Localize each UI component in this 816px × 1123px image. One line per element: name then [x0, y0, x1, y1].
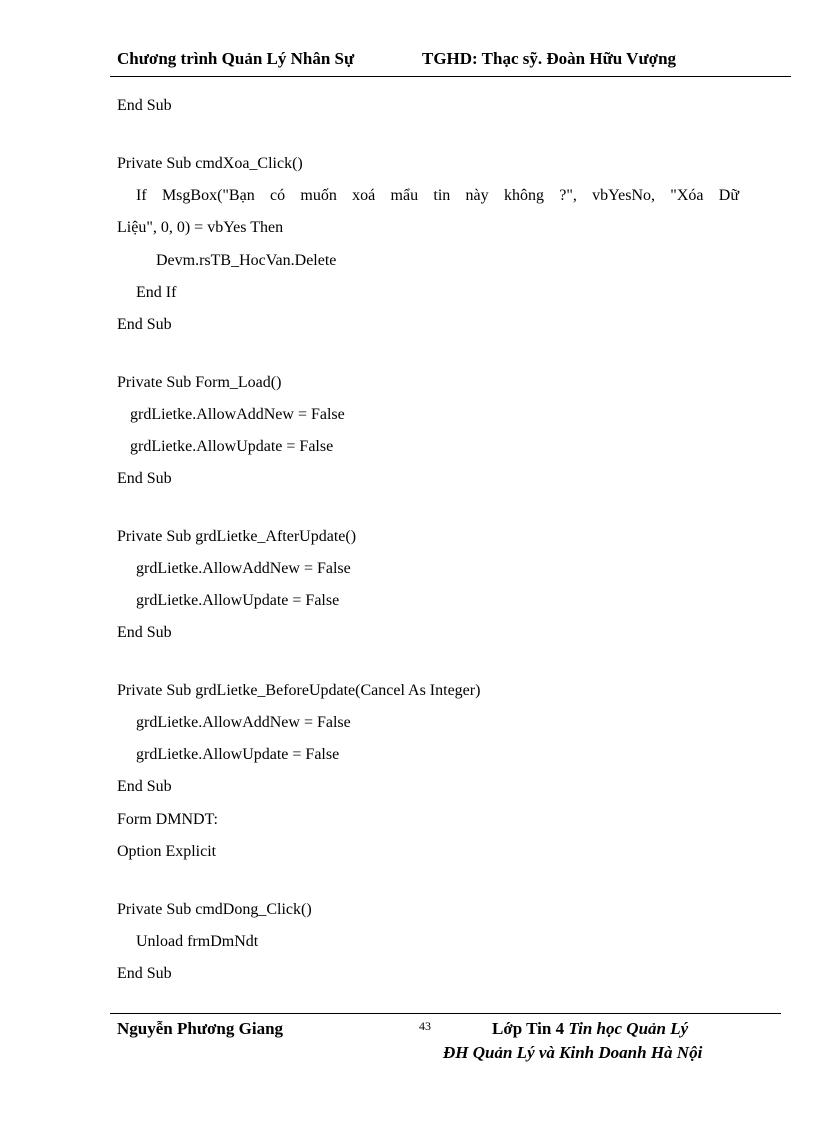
code-line: Option Explicit: [117, 843, 217, 860]
footer-class: [492, 1019, 688, 1039]
code-line: grdLietke.AllowAddNew = False: [130, 406, 345, 423]
code-line: grdLietke.AllowUpdate = False: [136, 592, 340, 609]
code-line: If MsgBox("Bạn có muốn xoá mẩu tin này không ?", vbYesNo, "Xóa Dữ: [136, 187, 739, 204]
code-line: Unload frmDmNdt: [136, 933, 259, 950]
code-line: End Sub: [117, 778, 172, 795]
page-header: [117, 49, 797, 71]
code-line: Private Sub cmdDong_Click(): [117, 901, 312, 918]
code-line: Private Sub cmdXoa_Click(): [117, 155, 303, 172]
code-line: Liệu", 0, 0) = vbYes Then: [117, 219, 284, 236]
code-line: End Sub: [117, 470, 172, 487]
code-line: End Sub: [117, 97, 172, 114]
code-line: End Sub: [117, 316, 172, 333]
code-line: End Sub: [117, 624, 172, 641]
code-line: Private Sub grdLietke_BeforeUpdate(Cancel As Integer): [117, 682, 481, 699]
header-advisor: TGHD: Thạc sỹ. Đoàn Hữu Vượng: [422, 49, 677, 68]
footer-class-italic: Tin học Quản Lý: [568, 1019, 689, 1038]
code-line: Private Sub grdLietke_AfterUpdate(): [117, 528, 357, 545]
page-number: 43: [419, 1019, 431, 1033]
code-line: Private Sub Form_Load(): [117, 374, 282, 391]
code-line: Form DMNDT:: [117, 811, 218, 828]
code-line: grdLietke.AllowAddNew = False: [136, 560, 351, 577]
code-line: grdLietke.AllowUpdate = False: [136, 746, 340, 763]
code-line: End If: [136, 284, 177, 301]
footer-rule: [110, 1013, 781, 1014]
code-line: grdLietke.AllowAddNew = False: [136, 714, 351, 731]
header-program-title: Chương trình Quản Lý Nhân Sự: [117, 49, 355, 68]
header-rule: [110, 76, 791, 77]
footer-university: ĐH Quản Lý và Kinh Doanh Hà Nội: [443, 1043, 703, 1062]
code-line: Devm.rsTB_HocVan.Delete: [156, 252, 337, 269]
code-line: End Sub: [117, 965, 172, 982]
code-line: grdLietke.AllowUpdate = False: [130, 438, 334, 455]
footer-author: Nguyễn Phương Giang: [117, 1019, 284, 1038]
footer-class-prefix: Lớp Tin 4: [492, 1019, 569, 1038]
